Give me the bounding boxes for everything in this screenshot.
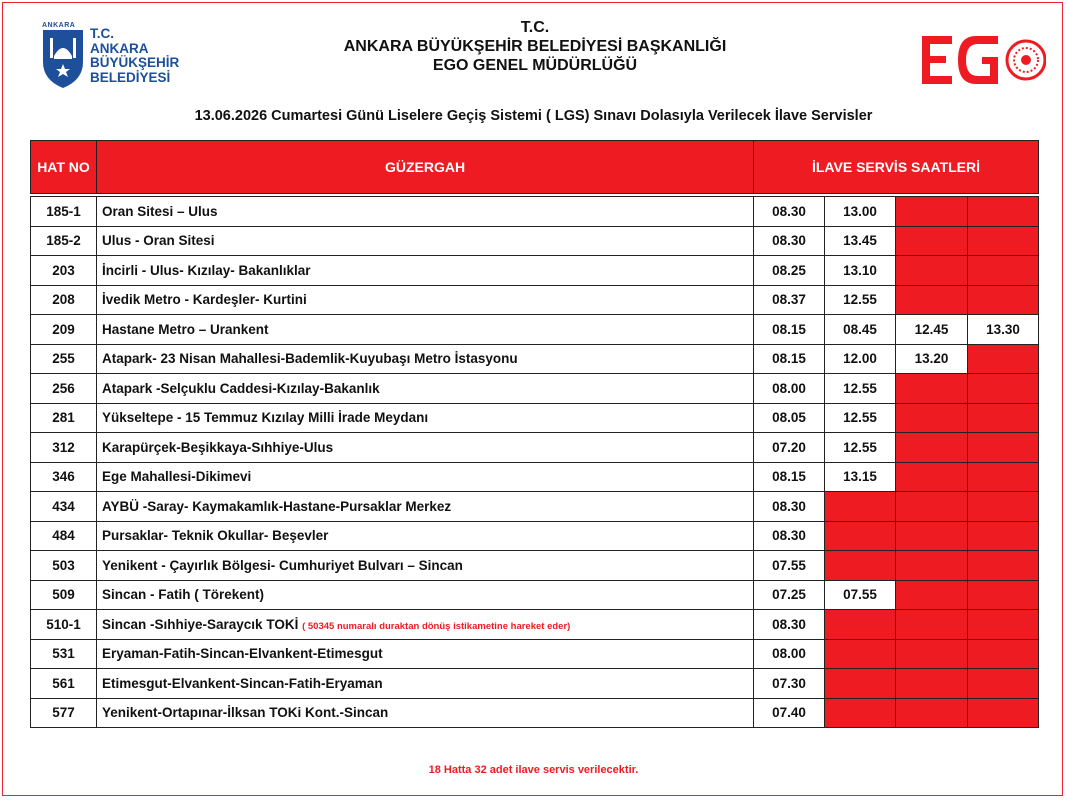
abb-logo — [40, 22, 185, 92]
route-cell — [97, 403, 754, 433]
empty-time-cell — [968, 462, 1039, 492]
empty-time-cell — [825, 492, 896, 522]
empty-time-cell — [896, 521, 968, 551]
route-cell — [97, 698, 754, 728]
route-name: Ulus - Oran Sitesi — [102, 233, 215, 249]
route-name: Yenikent-Ortapınar-İlksan TOKi Kont.-Sincan — [102, 705, 389, 721]
time-cell: 13.45 — [825, 226, 896, 256]
time-cell: 08.30 — [754, 610, 825, 640]
empty-time-cell — [896, 580, 968, 610]
abb-emblem-icon — [40, 22, 86, 92]
table-row — [31, 403, 1039, 433]
hat-number: 281 — [31, 403, 97, 433]
route-name: Oran Sitesi – Ulus — [102, 203, 218, 219]
empty-time-cell — [896, 256, 968, 286]
table-row — [31, 256, 1039, 286]
empty-time-cell — [968, 285, 1039, 315]
table-row — [31, 492, 1039, 522]
route-cell — [97, 315, 754, 345]
abb-line: T.C. — [90, 26, 115, 41]
empty-time-cell — [825, 698, 896, 728]
table-row — [31, 344, 1039, 374]
route-cell — [97, 551, 754, 581]
header-route: GÜZERGAH — [97, 141, 754, 194]
route-name: Sincan - Fatih ( Törekent) — [102, 587, 265, 603]
empty-time-cell — [968, 639, 1039, 669]
time-cell: 07.25 — [754, 580, 825, 610]
time-cell: 08.45 — [825, 315, 896, 345]
table-row — [31, 551, 1039, 581]
header-extra-times: İLAVE SERVİS SAATLERİ — [754, 141, 1039, 194]
empty-time-cell — [968, 403, 1039, 433]
empty-time-cell — [968, 433, 1039, 463]
table-row — [31, 669, 1039, 699]
empty-time-cell — [968, 226, 1039, 256]
route-name: Pursaklar- Teknik Okullar- Beşevler — [102, 528, 329, 544]
empty-time-cell — [896, 285, 968, 315]
empty-time-cell — [825, 639, 896, 669]
hat-number: 346 — [31, 462, 97, 492]
empty-time-cell — [825, 551, 896, 581]
time-cell: 08.15 — [754, 344, 825, 374]
time-cell: 12.55 — [825, 285, 896, 315]
empty-time-cell — [825, 521, 896, 551]
table-row — [31, 315, 1039, 345]
table-row — [31, 521, 1039, 551]
table-row — [31, 698, 1039, 728]
empty-time-cell — [896, 197, 968, 227]
empty-time-cell — [825, 669, 896, 699]
time-cell: 07.55 — [754, 551, 825, 581]
hat-number: 434 — [31, 492, 97, 522]
time-cell: 07.40 — [754, 698, 825, 728]
hat-number: 509 — [31, 580, 97, 610]
empty-time-cell — [896, 492, 968, 522]
time-cell: 08.30 — [754, 226, 825, 256]
hat-number: 531 — [31, 639, 97, 669]
route-name: Yenikent - Çayırlık Bölgesi- Cumhuriyet Bulvarı – Sincan — [102, 557, 463, 573]
table-header-row — [31, 141, 1039, 194]
empty-time-cell — [896, 551, 968, 581]
empty-time-cell — [968, 551, 1039, 581]
hat-number: 209 — [31, 315, 97, 345]
route-cell — [97, 285, 754, 315]
empty-time-cell — [896, 226, 968, 256]
route-name: Etimesgut-Elvankent-Sincan-Fatih-Eryaman — [102, 675, 383, 691]
time-cell: 12.55 — [825, 374, 896, 404]
route-cell — [97, 226, 754, 256]
empty-time-cell — [968, 344, 1039, 374]
time-cell: 07.20 — [754, 433, 825, 463]
footer-note: 18 Hatta 32 adet ilave servis verilecektir. — [428, 764, 639, 776]
empty-time-cell — [825, 610, 896, 640]
empty-time-cell — [968, 374, 1039, 404]
route-name: İncirli - Ulus- Kızılay- Bakanlıklar — [102, 262, 311, 278]
hat-number: 255 — [31, 344, 97, 374]
time-cell: 12.55 — [825, 403, 896, 433]
empty-time-cell — [968, 698, 1039, 728]
abb-name — [90, 27, 179, 85]
hat-number: 510-1 — [31, 610, 97, 640]
time-cell: 07.30 — [754, 669, 825, 699]
time-cell: 08.05 — [754, 403, 825, 433]
table-row — [31, 462, 1039, 492]
time-cell: 08.15 — [754, 315, 825, 345]
route-name: Sincan -Sıhhiye-Saraycık TOKİ — [102, 616, 299, 632]
schedule-table — [30, 140, 1039, 728]
table-row — [31, 580, 1039, 610]
hat-number: 185-2 — [31, 226, 97, 256]
time-cell: 08.00 — [754, 639, 825, 669]
time-cell: 13.20 — [896, 344, 968, 374]
route-name: Eryaman-Fatih-Sincan-Elvankent-Etimesgut — [102, 646, 383, 662]
time-cell: 08.37 — [754, 285, 825, 315]
route-cell — [97, 610, 754, 640]
route-name: Atapark -Selçuklu Caddesi-Kızılay-Bakanlık — [102, 380, 380, 396]
route-cell — [97, 433, 754, 463]
abb-line: BELEDİYESİ — [90, 69, 171, 85]
empty-time-cell — [968, 197, 1039, 227]
table-row — [31, 197, 1039, 227]
table-row — [31, 226, 1039, 256]
route-cell — [97, 580, 754, 610]
empty-time-cell — [968, 610, 1039, 640]
hat-number: 208 — [31, 285, 97, 315]
hat-number: 256 — [31, 374, 97, 404]
abb-small-label: ANKARA — [42, 22, 76, 29]
page-subtitle: 13.06.2026 Cumartesi Günü Liselere Geçiş Sistemi ( LGS) Sınavı Dolasıyla Verilecek İlave Servisler — [194, 108, 873, 124]
route-cell — [97, 197, 754, 227]
route-name: Hastane Metro – Urankent — [102, 321, 269, 337]
table-row — [31, 374, 1039, 404]
empty-time-cell — [896, 403, 968, 433]
time-cell: 13.15 — [825, 462, 896, 492]
table-row — [31, 639, 1039, 669]
route-cell — [97, 374, 754, 404]
hat-number: 312 — [31, 433, 97, 463]
route-name: Ege Mahallesi-Dikimevi — [102, 469, 252, 485]
empty-time-cell — [968, 521, 1039, 551]
hat-number: 561 — [31, 669, 97, 699]
hat-number: 203 — [31, 256, 97, 286]
time-cell: 08.30 — [754, 197, 825, 227]
hat-number: 577 — [31, 698, 97, 728]
route-cell — [97, 521, 754, 551]
route-name: Atapark- 23 Nisan Mahallesi-Bademlik-Kuyubaşı Metro İstasyonu — [102, 351, 518, 367]
empty-time-cell — [896, 433, 968, 463]
route-cell — [97, 462, 754, 492]
empty-time-cell — [896, 669, 968, 699]
route-name: Karapürçek-Beşikkaya-Sıhhiye-Ulus — [102, 439, 334, 455]
time-cell: 08.30 — [754, 492, 825, 522]
empty-time-cell — [968, 492, 1039, 522]
route-cell — [97, 492, 754, 522]
empty-time-cell — [896, 462, 968, 492]
time-cell: 13.00 — [825, 197, 896, 227]
route-note: ( 50345 numaralı duraktan dönüş istikametine hareket eder) — [302, 620, 571, 632]
time-cell: 12.55 — [825, 433, 896, 463]
empty-time-cell — [896, 374, 968, 404]
empty-time-cell — [896, 698, 968, 728]
route-cell — [97, 344, 754, 374]
hat-number: 484 — [31, 521, 97, 551]
abb-line: BÜYÜKŞEHİR — [90, 55, 180, 70]
time-cell: 12.00 — [825, 344, 896, 374]
time-cell: 08.25 — [754, 256, 825, 286]
route-cell — [97, 639, 754, 669]
table-row — [31, 433, 1039, 463]
time-cell: 08.00 — [754, 374, 825, 404]
time-cell: 12.45 — [896, 315, 968, 345]
empty-time-cell — [896, 610, 968, 640]
route-name: Yükseltepe - 15 Temmuz Kızılay Milli İrade Meydanı — [102, 410, 429, 426]
ego-logo — [920, 34, 1046, 86]
hat-number: 503 — [31, 551, 97, 581]
route-name: İvedik Metro - Kardeşler- Kurtini — [102, 292, 307, 308]
time-cell: 07.55 — [825, 580, 896, 610]
empty-time-cell — [968, 256, 1039, 286]
hat-number: 185-1 — [31, 197, 97, 227]
time-cell: 13.10 — [825, 256, 896, 286]
empty-time-cell — [968, 669, 1039, 699]
table-row — [31, 285, 1039, 315]
time-cell: 08.15 — [754, 462, 825, 492]
empty-time-cell — [968, 580, 1039, 610]
route-name: AYBÜ -Saray- Kaymakamlık-Hastane-Pursaklar Merkez — [102, 498, 452, 514]
table-row — [31, 610, 1039, 640]
abb-line: ANKARA — [90, 40, 149, 56]
route-cell — [97, 669, 754, 699]
title-line: ANKARA BÜYÜKŞEHİR BELEDİYESİ BAŞKANLIĞI — [343, 38, 727, 55]
header-hat-no: HAT NO — [31, 141, 97, 194]
route-cell — [97, 256, 754, 286]
time-cell: 13.30 — [968, 315, 1039, 345]
empty-time-cell — [896, 639, 968, 669]
title-line: EGO GENEL MÜDÜRLÜĞÜ — [432, 57, 638, 74]
time-cell: 08.30 — [754, 521, 825, 551]
title-line: T.C. — [520, 19, 550, 36]
page-title — [280, 18, 790, 75]
